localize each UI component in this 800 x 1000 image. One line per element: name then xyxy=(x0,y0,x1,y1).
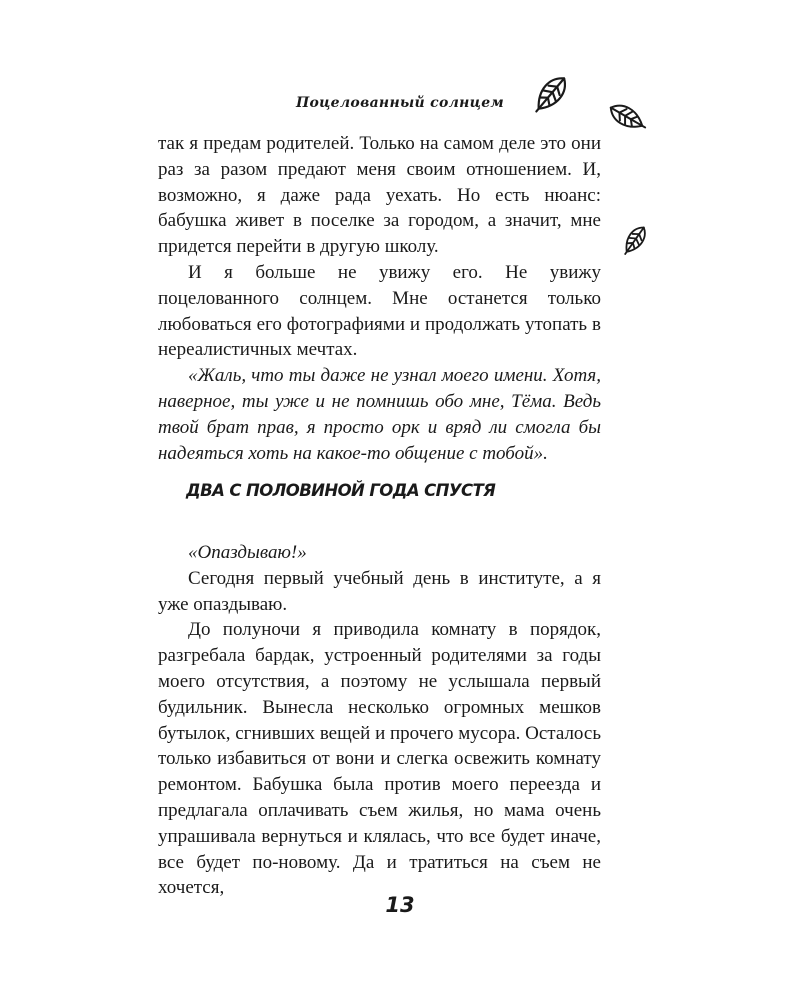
body-text xyxy=(158,540,601,901)
paragraph: До полуночи я приводила комнату в порядок, разгребала бардак, устроенный родителями за годы моего отсутствия, а поэтому не услышала первый будильник. Вынесла несколько огромных мешков бутылок, сгнивших вещей и прочего мусора. Осталось только избавиться от вони и слегка освежить комнату ремонтом. Бабушка была против моего переезда и предлагала оплачивать съем жилья, но мама очень упрашивала вернуться и клялась, что все будет иначе, все будет по-новому. Да и тратиться на съем не хочется, xyxy=(158,619,601,899)
paragraph: так я предам родителей. Только на самом деле это они раз за разом предают меня своим отношением. И, возможно, я даже рада уехать. Но есть нюанс: бабушка живет в поселке за городом, а значит, мне придется перейти в другую школу. xyxy=(158,133,601,258)
leaf-icon xyxy=(617,222,653,258)
page-number: 13 xyxy=(385,893,415,917)
running-header: Поцелованный солнцем xyxy=(295,95,505,111)
paragraph-italic-quote: «Жаль, что ты даже не узнал моего имени. Хотя, наверное, ты уже и не помнишь обо мне, Тёма. Ведь твой брат прав, я просто орк и вряд ли смогла бы надеяться хоть на какое-то общение с тобой». xyxy=(158,365,601,464)
paragraph-italic-quote: «Опаздываю!» xyxy=(188,542,307,563)
leaf-icon xyxy=(527,70,575,118)
section-heading: ДВА С ПОЛОВИНОЙ ГОДА СПУСТЯ xyxy=(186,481,496,500)
paragraph: Сегодня первый учебный день в институте, а я уже опаздываю. xyxy=(158,567,601,615)
body-text xyxy=(158,131,601,466)
leaf-icon xyxy=(605,95,649,139)
paragraph: И я больше не увижу его. Не увижу поцелованного солнцем. Мне останется только любоваться его фотографиями и продолжать утопать в нереалистичных мечтах. xyxy=(158,261,601,361)
